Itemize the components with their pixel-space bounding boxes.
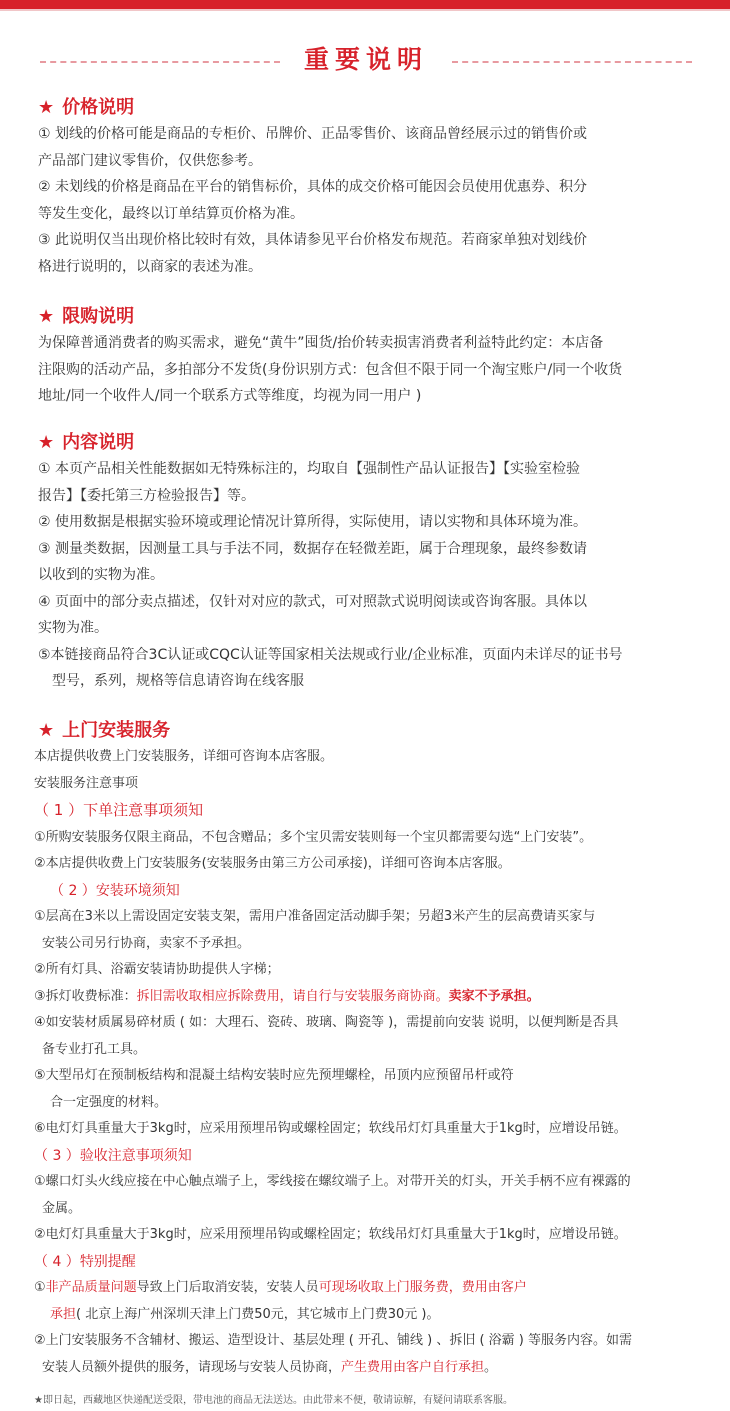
content-line: ④ 页面中的部分卖点描述，仅针对对应的款式，可对照款式说明阅读或咨询客服。具体以 — [38, 593, 587, 610]
star-icon: ★ — [38, 97, 55, 118]
content-line: ③ 测量类数据，因测量工具与手法不同，数据存在轻微差距，属于合理现象，最终参数请 — [38, 540, 587, 557]
limit-section — [38, 304, 703, 410]
content-line: 报告】【委托第三方检验报告】等。 — [38, 487, 255, 504]
reminder-extra-end: 。 — [484, 1359, 498, 1375]
subsection-2-title: 安装环境须知 — [95, 882, 180, 899]
title-dash-left — [40, 61, 280, 63]
reminder-red-2: 可现场收取上门服务费，费用由客户 — [318, 1280, 527, 1295]
install-section — [34, 718, 699, 1381]
install-line: ①所购安装服务仅限主商品，不包含赠品；多个宝贝需安装则每一个宝贝都需要勾选“上门安装”。 — [34, 829, 593, 845]
subsection-4-heading — [34, 1249, 699, 1276]
install-line — [34, 984, 699, 1011]
content-line: ② 使用数据是根据实验环境或理论情况计算所得，实际使用，请以实物和具体环境为准。 — [38, 514, 587, 530]
price-line: ② 未划线的价格是商品在平台的销售标价，具体的成交价格可能因会员使用优惠券、积分 — [38, 179, 587, 195]
subsection-3-title: 验收注意事项须知 — [79, 1147, 192, 1164]
subsection-2-num: （ 2 ） — [50, 882, 96, 899]
install-line: ①层高在3米以上需设固定安装支架，需用户准备固定活动脚手架；另超3米产生的层高费请买家与 — [34, 909, 596, 924]
top-bar-underline — [0, 9, 730, 11]
install-line: 合一定强度的材料。 — [50, 1094, 168, 1110]
subsection-1-title: 下单注意事项须知 — [83, 801, 204, 819]
install-line: ②本店提供收费上门安装服务(安装服务由第三方公司承接)，详细可咨询本店客服。 — [34, 856, 511, 871]
install-fee-red: 拆旧需收取相应拆除费用，请自行与安装服务商协商。 — [136, 988, 449, 1004]
install-line: ①螺口灯头火线应接在中心触点端子上，零线接在螺纹端子上。对带开关的灯头，开关手柄不应有裸露的 — [34, 1174, 631, 1189]
install-fee-bold: 卖家不予承担。 — [448, 988, 540, 1004]
content-line: 型号，系列，规格等信息请咨询在线客服 — [52, 673, 304, 689]
footer-note: ★即日起，西藏地区快递配送受限，带电池的商品无法送达。由此带来不便，敬请谅解，有疑问请联系客服。 — [34, 1395, 513, 1406]
subsection-1-heading — [34, 797, 699, 825]
install-title-text: 上门安装服务 — [62, 720, 171, 741]
price-line: 格进行说明的，以商家的表述为准。 — [38, 258, 262, 275]
install-line — [34, 1275, 699, 1302]
install-line — [34, 1355, 699, 1382]
install-line: ②所有灯具、浴霸安装请协助提供人字梯； — [34, 962, 280, 977]
reminder-extra-red: 产生费用由客户自行承担 — [341, 1359, 485, 1375]
subsection-4-num: （ 4 ） — [34, 1253, 80, 1270]
limit-line: 地址/同一个收件人/同一个联系方式等维度，均视为同一用户 ) — [38, 388, 422, 404]
reminder-red-1: 非产品质量问题 — [45, 1280, 137, 1295]
install-line: ⑤大型吊灯在预制板结构和混凝土结构安装时应先预埋螺栓，吊顶内应预留吊杆或符 — [34, 1068, 514, 1083]
page-title: 重要说明 — [303, 45, 428, 74]
star-icon: ★ — [38, 720, 55, 741]
subsection-1-num: （ 1 ） — [34, 801, 84, 819]
subsection-2-heading — [34, 878, 699, 905]
star-icon: ★ — [38, 306, 55, 327]
install-line: 备专业打孔工具。 — [42, 1041, 147, 1057]
install-line: 金属。 — [42, 1200, 82, 1216]
limit-title-text: 限购说明 — [62, 306, 135, 327]
limit-line: 注限购的活动产品，多拍部分不发货(身份识别方式：包含但不限于同一个淘宝账户/同一个收货 — [38, 361, 623, 378]
install-line: ④如安装材质属易碎材质 ( 如：大理石、瓷砖、玻璃、陶瓷等 )，需提前向安装 说明，以便判断是否具 — [34, 1015, 619, 1030]
top-red-bar — [0, 0, 730, 9]
content-line: 以收到的实物为准。 — [38, 567, 164, 583]
install-line: ②电灯灯具重量大于3kg时，应采用预埋吊钩或螺栓固定；软线吊灯灯具重量大于1kg时，应增设吊链。 — [34, 1227, 627, 1242]
reminder-mid: 导致上门后取消安装，安装人员 — [136, 1280, 319, 1295]
content-section — [38, 430, 703, 695]
install-intro: 本店提供收费上门安装服务，详细可咨询本店客服。 — [34, 749, 334, 764]
reminder-num: ① — [34, 1280, 46, 1295]
price-line: ③ 此说明仅当出现价格比较时有效，具体请参见平台价格发布规范。若商家单独对划线价 — [38, 232, 587, 248]
install-section-title — [38, 718, 699, 744]
install-line — [34, 1302, 699, 1329]
title-dash-right — [452, 61, 692, 63]
content-section-title — [38, 430, 703, 456]
subsection-4-title: 特别提醒 — [79, 1253, 136, 1270]
install-line: ②上门安装服务不含辅材、搬运、造型设计、基层处理 ( 开孔、铺线 ) 、拆旧 ( 浴霸 ) 等服务内容。如需 — [34, 1333, 633, 1348]
reminder-fee: ( 北京上海广州深圳天津上门费50元，其它城市上门费30元 )。 — [76, 1306, 440, 1322]
reminder-red-3: 承担 — [50, 1306, 77, 1322]
price-line: 等发生变化，最终以订单结算页价格为准。 — [38, 205, 304, 222]
install-fee-prefix: ③拆灯收费标准： — [34, 988, 137, 1004]
limit-line: 为保障普通消费者的购买需求，避免“黄牛”囤货/抬价转卖损害消费者利益特此约定：本店备 — [38, 335, 604, 351]
install-line: 安装公司另行协商，卖家不予承担。 — [42, 935, 251, 951]
price-line: ① 划线的价格可能是商品的专柜价、吊牌价、正品零售价、该商品曾经展示过的销售价或 — [38, 126, 587, 142]
content-line: ① 本页产品相关性能数据如无特殊标注的，均取自【强制性产品认证报告】【实验室检验 — [38, 461, 580, 477]
price-title-text: 价格说明 — [62, 97, 135, 118]
price-section-title — [38, 95, 703, 121]
price-section — [38, 95, 703, 280]
content-line: ⑤本链接商品符合3C认证或CQC认证等国家相关法规或行业/企业标准，页面内未详尽的证书号 — [38, 646, 623, 663]
page-header — [0, 40, 730, 80]
price-line: 产品部门建议零售价，仅供您参考。 — [38, 152, 262, 169]
install-line: ⑥电灯灯具重量大于3kg时，应采用预埋吊钩或螺栓固定；软线吊灯灯具重量大于1kg时，应增设吊链。 — [34, 1121, 627, 1136]
subsection-3-heading — [34, 1143, 699, 1170]
reminder-extra-prefix: 安装人员额外提供的服务，请现场与安装人员协商， — [42, 1359, 342, 1375]
limit-section-title — [38, 304, 703, 330]
content-line: 实物为准。 — [38, 620, 108, 636]
content-title-text: 内容说明 — [62, 432, 135, 453]
star-icon: ★ — [38, 432, 55, 453]
subsection-3-num: （ 3 ） — [34, 1147, 80, 1164]
install-intro-notes: 安装服务注意事项 — [34, 775, 139, 791]
